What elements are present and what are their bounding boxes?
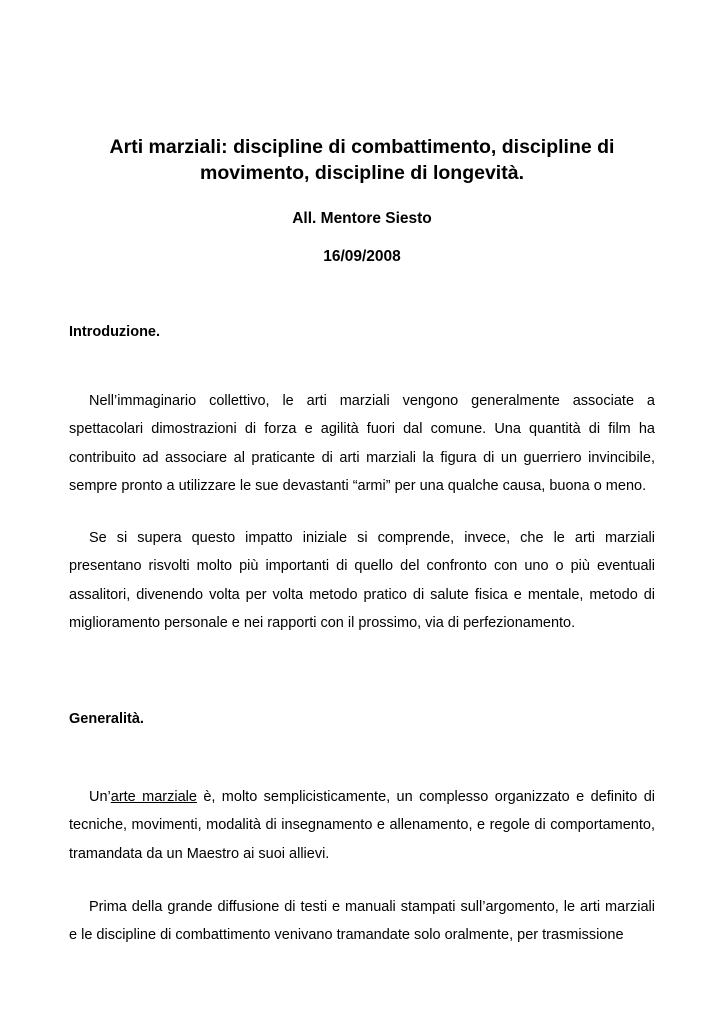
paragraph-text-before-link: Un’ xyxy=(89,789,111,805)
paragraph-generalita-1 xyxy=(69,783,655,868)
document-date: 16/09/2008 xyxy=(323,248,401,265)
paragraph-generalita-2: Prima della grande diffusione di testi e manuali stampati sull’argomento, le arti marziali e le discipline di combattimento venivano tramandate solo oralmente, per trasmissione xyxy=(69,899,655,944)
document-title: Arti marziali: discipline di combattimento, discipline di movimento, discipline di longevità. xyxy=(109,136,615,184)
paragraph-intro-2: Se si supera questo impatto iniziale si comprende, invece, che le arti marziali presentano risvolti molto più importanti di quello del confronto con uno o più eventuali assalitori, divenendo volta per volta metodo pratico di salute fisica e mentale, metodo di miglioramento personale e nei rapporti con il prossimo, via di perfezionamento. xyxy=(69,530,655,632)
section-heading-generalita: Generalità. xyxy=(69,711,144,727)
paragraph-text-after-link: è, molto semplicisticamente, un complesso organizzato e definito di tecniche, movimenti, modalità di insegnamento e allenamento, e regole di comportamento, tramandata da un Maestro ai suoi allievi. xyxy=(69,789,655,862)
arte-marziale-link[interactable]: arte marziale xyxy=(110,789,197,805)
section-heading-introduzione: Introduzione. xyxy=(69,324,161,340)
paragraph-intro-1: Nell’immaginario collettivo, le arti marziali vengono generalmente associate a spettacolari dimostrazioni di forza e agilità fuori dal comune. Una quantità di film ha contribuito ad associare al praticante di arti marziali la figura di un guerriero invincibile, sempre pronto a utilizzare le sue devastanti “armi” per una qualche causa, buona o meno. xyxy=(69,393,655,495)
document-author: All. Mentore Siesto xyxy=(292,210,432,227)
